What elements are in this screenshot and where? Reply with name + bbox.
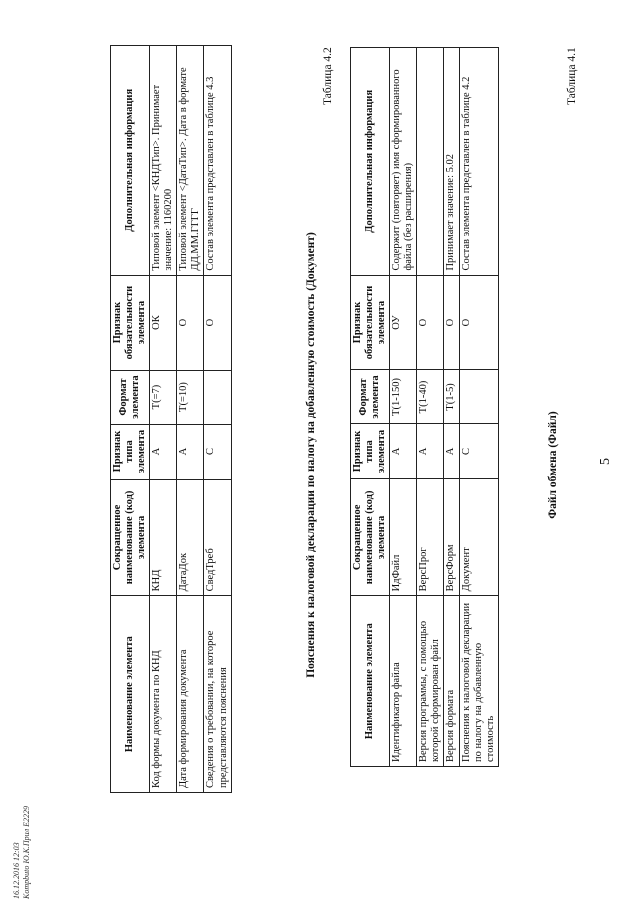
column-header: Формат элемента [111, 370, 150, 424]
table-row [150, 46, 177, 793]
table-row [417, 48, 444, 767]
table-cell: T(1-150) [390, 370, 417, 424]
table-row [444, 48, 459, 767]
column-header: Признак типа элемента [111, 424, 150, 479]
table-cell: ДатаДок [177, 479, 204, 596]
table-cell: Состав элемента представлен в таблице 4.3 [204, 46, 231, 276]
table-cell: ВерсФорм [444, 479, 459, 596]
table-file [350, 47, 499, 767]
table-cell: О [177, 275, 204, 370]
table-cell: Версия программы, с помощью которой сформирован файл [417, 596, 444, 767]
table-cell: А [390, 424, 417, 479]
table-cell: T(=10) [177, 370, 204, 424]
table-cell: О [417, 275, 444, 370]
table1-title: Файл обмена (Файл) [547, 411, 559, 519]
table-cell: Сведения о требовании, на которое представляются пояснения [204, 596, 231, 793]
table-cell [417, 48, 444, 276]
table-row [177, 46, 204, 793]
table-cell: ОК [150, 275, 177, 370]
table-cell: А [150, 424, 177, 479]
table-cell: Пояснения к налоговой декларации по налогу на добавленную стоимость [459, 596, 498, 767]
column-header: Формат элемента [351, 370, 390, 424]
table-cell: T(1-5) [444, 370, 459, 424]
table-cell: С [204, 424, 231, 479]
table-cell: О [204, 275, 231, 370]
table-header-row [351, 48, 390, 767]
column-header: Дополнительная информация [351, 48, 390, 276]
table-cell [459, 370, 498, 424]
table-cell: ИдФайл [390, 479, 417, 596]
table-cell: Типовой элемент <КНДТип>. Принимает значение: 1160200 [150, 46, 177, 276]
table-row [204, 46, 231, 793]
table-cell: О [444, 275, 459, 370]
table-document [110, 45, 232, 793]
table-cell: T(=7) [150, 370, 177, 424]
column-header: Признак обязательности элемента [111, 275, 150, 370]
column-header: Сокращенное наименование (код) элемента [111, 479, 150, 596]
table-cell: А [177, 424, 204, 479]
table-cell: О [459, 275, 498, 370]
column-header: Наименование элемента [351, 596, 390, 767]
table2-caption: Таблица 4.2 [322, 47, 334, 105]
page-number: 5 [598, 458, 613, 465]
table-header-row [111, 46, 150, 793]
table-cell: ВерсПрог [417, 479, 444, 596]
table1-caption: Таблица 4.1 [566, 47, 578, 105]
column-header: Сокращенное наименование (код) элемента [351, 479, 390, 596]
table-cell: С [459, 424, 498, 479]
footer-stamp [12, 806, 31, 899]
table-cell: СведТреб [204, 479, 231, 596]
table-cell: Типовой элемент <ДатаТип>. Дата в формате ДД.ММ.ГГГГ [177, 46, 204, 276]
column-header: Признак типа элемента [351, 424, 390, 479]
table-cell: А [444, 424, 459, 479]
table-cell: ОУ [390, 275, 417, 370]
column-header: Дополнительная информация [111, 46, 150, 276]
table-cell: Документ [459, 479, 498, 596]
table-cell [204, 370, 231, 424]
table-cell: Содержит (повторяет) имя сформированного файла (без расширения) [390, 48, 417, 276]
table2-title: Пояснения к налоговой декларации по налогу на добавленную стоимость (Документ) [305, 232, 317, 678]
table-cell: Принимает значение: 5.02 [444, 48, 459, 276]
table-cell: T(1-40) [417, 370, 444, 424]
table-cell: КНД [150, 479, 177, 596]
column-header: Признак обязательности элемента [351, 275, 390, 370]
stamp-line-date: 16.12.2016 12:03 [12, 842, 21, 899]
table-cell: Состав элемента представлен в таблице 4.2 [459, 48, 498, 276]
table-cell: А [417, 424, 444, 479]
table-cell: Идентификатор файла [390, 596, 417, 767]
stamp-line-user: Kompbuto Ю.К.Прил E2229 [21, 805, 31, 899]
table-cell: Код формы документа по КНД [150, 596, 177, 793]
table-row [390, 48, 417, 767]
column-header: Наименование элемента [111, 596, 150, 793]
table-cell: Дата формирования документа [177, 596, 204, 793]
table-row [459, 48, 498, 767]
table-cell: Версия формата [444, 596, 459, 767]
